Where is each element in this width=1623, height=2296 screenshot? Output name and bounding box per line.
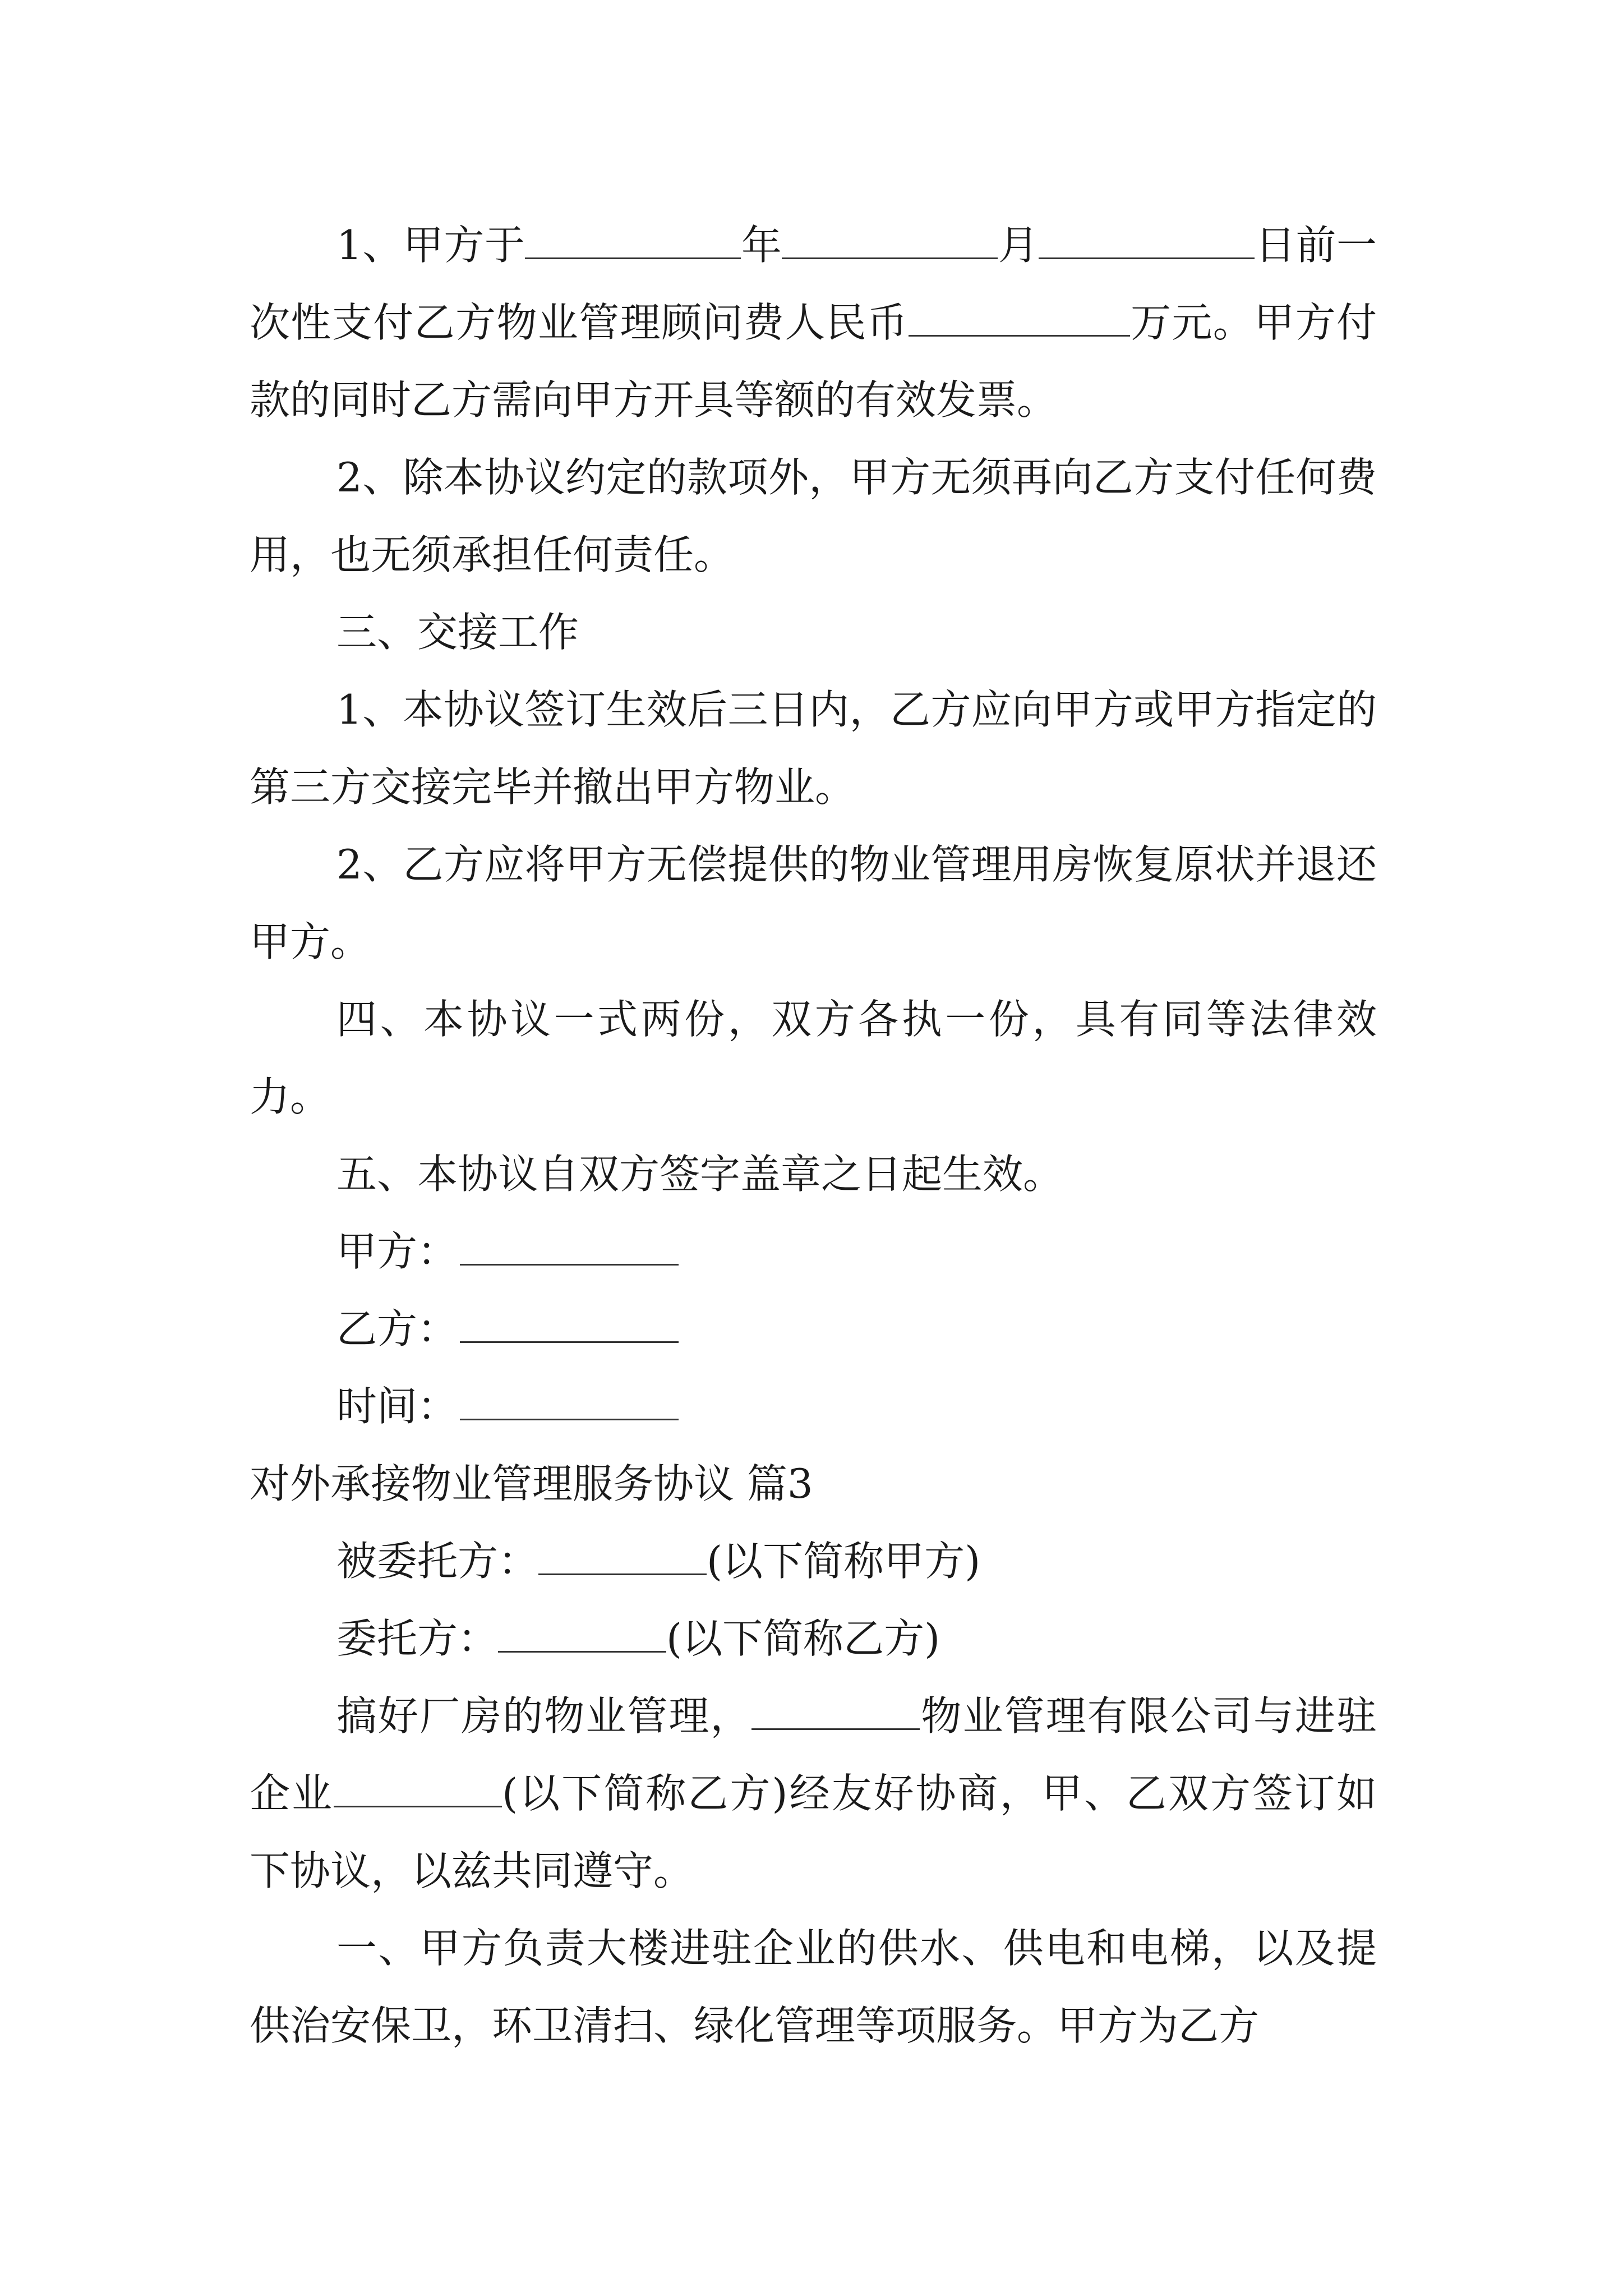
signature-time-blank[interactable] xyxy=(460,1385,679,1420)
signature-party-b xyxy=(250,1290,1377,1368)
signature-party-b-blank[interactable] xyxy=(460,1308,679,1343)
heading-handover: 三、交接工作 xyxy=(336,609,579,656)
blank-company-name[interactable] xyxy=(751,1695,920,1730)
entrusting-party-note: (以下简称乙方) xyxy=(666,1615,940,1662)
document-body xyxy=(250,206,1377,2064)
payment-text-1: 1、甲方于 xyxy=(336,222,525,269)
paragraph-payment-terms xyxy=(250,206,1377,439)
signature-party-a-label: 甲方： xyxy=(336,1228,458,1275)
blank-day[interactable] xyxy=(1039,224,1255,259)
paragraph-no-extra-fees: 2、除本协议约定的款项外，甲方无须再向乙方支付任何费用，也无须承担任何责任。 xyxy=(250,454,1377,578)
paragraph-agreement-intro xyxy=(250,1677,1377,1910)
intro-text-2: 物业管理有限公司与进驻企业 xyxy=(250,1692,1377,1817)
payment-text-2: 日前一次性支付乙方物业管理顾问费人民币 xyxy=(250,222,1377,346)
signature-time-label: 时间： xyxy=(336,1383,458,1430)
paragraph-services: 一、甲方负责大楼进驻企业的供水、供电和电梯，以及提供治安保卫，环卫清扫、绿化管理等项服务。甲方为乙方 xyxy=(250,1925,1377,2049)
payment-text-3: 万元。甲方付款的同时乙方需向甲方开具等额的有效发票。 xyxy=(250,299,1377,424)
blank-amount[interactable] xyxy=(909,301,1130,337)
paragraph-handover-2: 2、乙方应将甲方无偿提供的物业管理用房恢复原状并退还甲方。 xyxy=(250,841,1377,965)
paragraph-handover-1: 1、本协议签订生效后三日内，乙方应向甲方或甲方指定的第三方交接完毕并撤出甲方物业。 xyxy=(250,686,1377,811)
entrusted-party-line xyxy=(250,1522,1377,1600)
signature-time xyxy=(250,1368,1377,1445)
signature-party-a xyxy=(250,1213,1377,1290)
blank-month[interactable] xyxy=(782,224,998,259)
paragraph-effective: 五、本协议自双方签字盖章之日起生效。 xyxy=(336,1151,1064,1198)
entrusted-party-blank[interactable] xyxy=(538,1540,707,1575)
entrusting-party-line xyxy=(250,1600,1377,1677)
payment-text-year: 年 xyxy=(741,222,782,269)
signature-party-a-blank[interactable] xyxy=(460,1230,679,1266)
intro-text-3: (以下简称乙方)经友好协商，甲、乙双方签订如下协议，以兹共同遵守。 xyxy=(250,1770,1377,1894)
intro-text-1: 搞好厂房的物业管理， xyxy=(336,1692,752,1740)
signature-party-b-label: 乙方： xyxy=(336,1305,458,1352)
section-title: 对外承接物业管理服务协议 篇3 xyxy=(250,1460,813,1507)
entrusted-party-note: (以下简称甲方) xyxy=(707,1538,981,1585)
entrusting-party-blank[interactable] xyxy=(498,1617,666,1653)
entrusting-party-label: 委托方： xyxy=(336,1615,499,1662)
blank-enterprise-name[interactable] xyxy=(334,1772,502,1807)
entrusted-party-label: 被委托方： xyxy=(336,1538,539,1585)
paragraph-copies: 四、本协议一式两份，双方各执一份，具有同等法律效力。 xyxy=(250,996,1377,1120)
payment-text-month: 月 xyxy=(998,222,1039,269)
blank-year[interactable] xyxy=(525,224,741,259)
